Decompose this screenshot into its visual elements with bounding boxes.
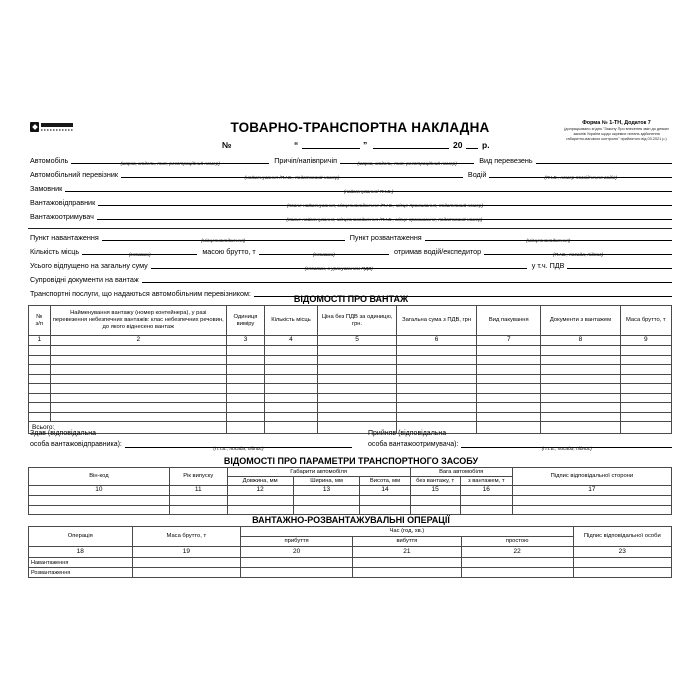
form-reference-note-line: законів України щодо окремих питань здійснення (573, 132, 660, 137)
empty-cell (360, 496, 410, 506)
section-divider (28, 228, 672, 229)
col-header-weight-empty: без вантажу, т (410, 477, 460, 486)
empty-cell (397, 355, 477, 365)
unloading-point-label: Пункт розвантаження (349, 232, 422, 242)
received-by-field (484, 244, 672, 258)
empty-cell (318, 384, 397, 394)
empty-cell (541, 403, 620, 413)
loading-points-row (30, 231, 672, 244)
total-sum-label: Усього відпущено на загальну суму (30, 260, 148, 270)
empty-cell (29, 365, 51, 375)
consignee-field (97, 209, 672, 223)
empty-cell (620, 355, 671, 365)
col-header-time-group: Час (год, хв.) (241, 527, 573, 537)
driver-hint: (П.І.Б., номер посвідчення водія) (544, 176, 617, 181)
empty-cell (318, 355, 397, 365)
customer-row (30, 182, 672, 195)
empty-cell (264, 365, 317, 375)
empty-cell (318, 403, 397, 413)
col-header-arrival: прибуття (241, 537, 353, 547)
handover-consignor-line1: Здав (відповідальна (30, 430, 96, 437)
ops-table (28, 526, 672, 578)
gross-mass-label: масою брутто, т (202, 246, 256, 256)
empty-cell (477, 412, 541, 422)
total-label: Всього: (29, 422, 227, 434)
params-header-row1 (29, 468, 672, 477)
customer-field (65, 181, 672, 195)
empty-cell (227, 346, 265, 356)
col-header-width: Ширина, мм (293, 477, 360, 486)
empty-cell (460, 505, 512, 515)
col-header-responsible-signature: Підпис відповідальної сторони (512, 468, 671, 486)
empty-cell (29, 412, 51, 422)
empty-cell (512, 496, 671, 506)
consignor-field (98, 195, 672, 209)
col-header-operation: Операція (29, 527, 133, 547)
table-row (29, 412, 672, 422)
quote-close: ” (363, 140, 368, 150)
col-header-packaging: Вид пакування (477, 306, 541, 336)
table-row (29, 393, 672, 403)
trailer-label: Причіп/напівпричіп (274, 155, 338, 165)
vehicle-row (30, 154, 672, 167)
loading-point-label: Пункт навантаження (30, 232, 99, 242)
empty-cell (50, 374, 227, 384)
params-colnum-row: 10 11 12 13 14 15 16 17 (29, 486, 672, 496)
empty-cell (397, 412, 477, 422)
empty-cell (477, 346, 541, 356)
empty-cell (318, 393, 397, 403)
empty-cell (29, 403, 51, 413)
unloading-row-label: Розвантаження (29, 568, 133, 578)
empty-cell (360, 505, 410, 515)
empty-cell (541, 374, 620, 384)
consignor-hint: (повне найменування, місцезнаходження /П.І.Б., місце проживання, податковий номер) (287, 204, 484, 209)
empty-cell (318, 374, 397, 384)
number-label: № (222, 140, 232, 150)
empty-cell (50, 403, 227, 413)
empty-cell (620, 393, 671, 403)
empty-cell (264, 403, 317, 413)
col-header-documents: Документи з вантажем (541, 306, 620, 336)
consignor-row (30, 196, 672, 209)
month-field (373, 139, 449, 149)
empty-cell (264, 412, 317, 422)
unloading-point-hint: (місцезнаходження) (526, 239, 571, 244)
empty-cell (541, 384, 620, 394)
empty-cell (29, 496, 170, 506)
empty-cell (477, 355, 541, 365)
ops-unloading-row (29, 568, 672, 578)
col-header-departure: вибуття (353, 537, 462, 547)
handover-consignor-signature-field (125, 438, 352, 453)
col-header-cargo-name: Найменування вантажу (номер контейнера), у разі перевезення небезпечних вантажів: клас небезпечних речовин, до якого віднесено вантаж (50, 306, 227, 336)
handover-consignee-hint: (П.І.Б., посада, підпис) (541, 447, 592, 453)
table-row (29, 374, 672, 384)
carrier-hint: (найменування /П.І.Б., податковий номер) (244, 176, 340, 181)
empty-cell (477, 384, 541, 394)
form-reference-title: Форма № 1-ТН, Додаток 7 (582, 120, 651, 126)
customer-label: Замовник (30, 183, 63, 193)
empty-cell (227, 355, 265, 365)
carrier-label: Автомобільний перевізник (30, 169, 118, 179)
cargo-header-row (29, 306, 672, 336)
empty-cell (293, 505, 360, 515)
empty-cell (264, 374, 317, 384)
col-header-places: Кількість місць (264, 306, 317, 336)
quote-open: “ (294, 140, 299, 150)
empty-cell (50, 355, 227, 365)
empty-cell (620, 374, 671, 384)
empty-cell (318, 412, 397, 422)
empty-cell (410, 496, 460, 506)
empty-cell (477, 393, 541, 403)
empty-cell (541, 412, 620, 422)
table-row (29, 505, 672, 515)
trailer-hint: (марка, модель, тип, реєстраційний номер) (357, 162, 457, 167)
empty-cell (227, 365, 265, 375)
empty-cell (29, 505, 170, 515)
table-row (29, 346, 672, 356)
driver-label: Водій (467, 169, 487, 179)
transport-type-label: Вид перевезень (479, 155, 533, 165)
empty-cell (169, 496, 227, 506)
empty-cell (541, 346, 620, 356)
day-field (302, 139, 360, 149)
accompanying-docs-row (30, 273, 672, 283)
empty-cell (541, 393, 620, 403)
empty-cell (620, 403, 671, 413)
handover-consignee-block (368, 429, 672, 453)
empty-cell (460, 496, 512, 506)
empty-cell (50, 384, 227, 394)
handover-consignee-line2: особа вантажоотримувача): (368, 441, 459, 449)
col-header-dimensions-group: Габарити автомобіля (227, 468, 410, 477)
customer-hint: (найменування/ П.І.Б.) (343, 190, 394, 195)
unloading-point-field (425, 230, 672, 244)
consignee-label: Вантажоотримувач (30, 211, 94, 221)
year-prefix: 20 (453, 140, 463, 150)
empty-cell (29, 346, 51, 356)
empty-cell (477, 403, 541, 413)
empty-cell (264, 346, 317, 356)
accompanying-docs-label: Супровідні документи на вантаж (30, 274, 139, 284)
params-empty-rows (29, 496, 672, 515)
empty-cell (264, 384, 317, 394)
col-header-gross-mass: Маса брутто, т (132, 527, 241, 547)
table-row (29, 496, 672, 506)
col-header-price: Ціна без ПДВ за одиницю, грн. (318, 306, 397, 336)
empty-cell (227, 384, 265, 394)
table-row (29, 384, 672, 394)
ops-header-row1 (29, 527, 672, 537)
empty-cell (397, 393, 477, 403)
consignee-row (30, 210, 672, 223)
empty-cell (293, 496, 360, 506)
cargo-empty-rows (29, 346, 672, 422)
empty-cell (397, 384, 477, 394)
cargo-colnum-row: 1 2 3 4 5 6 7 8 9 (29, 336, 672, 346)
empty-cell (620, 365, 671, 375)
vat-label: у т.ч. ПДВ (531, 260, 565, 270)
col-header-person-signature: Підпис відповідальної особи (573, 527, 671, 547)
places-count-field (82, 244, 197, 258)
empty-cell (318, 346, 397, 356)
empty-cell (227, 374, 265, 384)
empty-cell (397, 346, 477, 356)
col-header-year: Рік випуску (169, 468, 227, 486)
empty-cell (477, 374, 541, 384)
empty-cell (227, 412, 265, 422)
col-header-weight-group: Вага автомобіля (410, 468, 512, 477)
ops-colnum-row: 18 19 20 21 22 23 (29, 547, 672, 558)
col-header-length: Довжина, мм (227, 477, 293, 486)
table-row (29, 355, 672, 365)
col-header-vin: Він-код (29, 468, 170, 486)
table-row (29, 403, 672, 413)
empty-cell (169, 505, 227, 515)
table-row (29, 365, 672, 375)
transport-services-label: Транспортні послуги, що надаються автомобільним перевізником: (30, 288, 251, 298)
vehicle-label: Автомобіль (30, 155, 69, 165)
loading-row-label: Навантаження (29, 558, 133, 568)
col-header-idle: простою (461, 537, 573, 547)
empty-cell (50, 393, 227, 403)
col-header-unit: Одиниця виміру (227, 306, 265, 336)
total-sum-row (30, 259, 672, 272)
empty-cell (620, 384, 671, 394)
empty-cell (397, 374, 477, 384)
loading-point-field (102, 230, 345, 244)
handover-consignor-line2: особа вантажовідправника): (30, 441, 122, 449)
number-date-line (0, 136, 700, 150)
vehicle-field (71, 153, 269, 167)
empty-cell (512, 505, 671, 515)
vehicle-hint: (марка, модель, тип, реєстраційний номер) (120, 162, 220, 167)
col-header-number: № з/п (29, 306, 51, 336)
handover-consignor-hint: (П.І.Б., посада, підпис) (213, 447, 264, 453)
total-sum-field (151, 258, 527, 272)
empty-cell (227, 393, 265, 403)
empty-cell (397, 403, 477, 413)
accompanying-docs-field (142, 272, 672, 283)
empty-cell (541, 355, 620, 365)
driver-field (489, 167, 672, 181)
places-count-hint: (словами) (128, 253, 151, 258)
document-title: ТОВАРНО-ТРАНСПОРТНА НАКЛАДНА (230, 120, 490, 135)
carrier-row (30, 168, 672, 181)
empty-cell (620, 346, 671, 356)
cargo-table (28, 305, 672, 434)
trailer-field (340, 153, 474, 167)
params-table (28, 467, 672, 515)
gross-mass-field (259, 244, 389, 258)
empty-cell (29, 355, 51, 365)
transport-type-field (536, 153, 672, 164)
empty-cell (50, 412, 227, 422)
handover-consignor-block (30, 429, 352, 453)
ops-section-title: ВАНТАЖНО-РОЗВАНТАЖУВАЛЬНІ ОПЕРАЦІЇ (252, 515, 450, 525)
params-section-title: ВІДОМОСТІ ПРО ПАРАМЕТРИ ТРАНСПОРТНОГО ЗАСОБУ (223, 456, 479, 466)
loading-point-hint: (місцезнаходження) (201, 239, 246, 244)
handover-consignee-line1: Прийняв (відповідальна (368, 430, 447, 437)
empty-cell (227, 496, 293, 506)
handover-consignee-signature-field (461, 438, 672, 453)
col-header-height: Висота, мм (360, 477, 410, 486)
cargo-section-title: ВІДОМОСТІ ПРО ВАНТАЖ (293, 294, 409, 304)
vat-field (567, 258, 672, 269)
empty-cell (620, 412, 671, 422)
empty-cell (541, 365, 620, 375)
empty-cell (29, 374, 51, 384)
empty-cell (227, 505, 293, 515)
quantity-row (30, 245, 672, 258)
col-header-mass: Маса брутто, т (620, 306, 671, 336)
empty-cell (50, 346, 227, 356)
ops-loading-row (29, 558, 672, 568)
carrier-field (121, 167, 463, 181)
empty-cell (318, 365, 397, 375)
empty-cell (29, 384, 51, 394)
empty-cell (397, 365, 477, 375)
received-by-hint: (П.І.Б., посада, підпис) (552, 253, 604, 258)
empty-cell (227, 403, 265, 413)
col-header-weight-loaded: з вантажем, т (460, 477, 512, 486)
form-reference-note-line: габаритно-вагового контролю" прийнятого від 03.2021 р.) (566, 137, 667, 142)
gross-mass-hint: (словами) (312, 253, 335, 258)
year-suffix: р. (482, 140, 490, 150)
total-sum-hint: (словами, з урахуванням ПДВ) (304, 267, 373, 272)
empty-cell (264, 355, 317, 365)
col-header-sum: Загальна сума з ПДВ, грн (397, 306, 477, 336)
empty-cell (264, 393, 317, 403)
empty-cell (50, 365, 227, 375)
consignee-hint: (повне найменування, місцезнаходження /П.І.Б., місце проживання, податковий номер) (286, 218, 483, 223)
empty-cell (477, 365, 541, 375)
received-by-label: отримав водій/експедитор (393, 246, 482, 256)
year-field (466, 139, 478, 149)
empty-cell (29, 393, 51, 403)
empty-cell (410, 505, 460, 515)
places-count-label: Кількість місць (30, 246, 80, 256)
form-reference-note-line: (допрацьовано згідно "Закону Про внесення змін до деяких (564, 127, 669, 132)
consignor-label: Вантажовідправник (30, 197, 96, 207)
